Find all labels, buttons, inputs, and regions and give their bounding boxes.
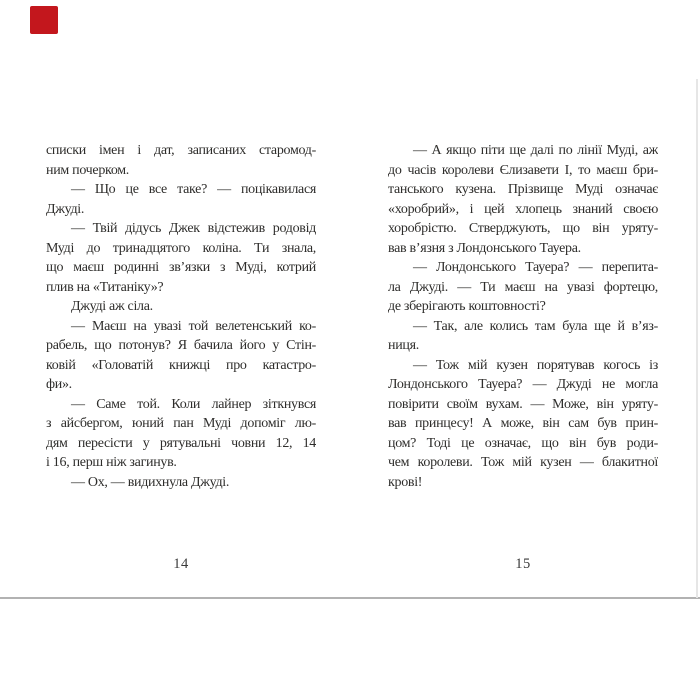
text-line: — Саме той. Коли лайнер зіткнувся	[71, 396, 316, 412]
text-line: — Твій дідусь Джек відстежив родовід	[71, 221, 316, 236]
text-line: дям пересісти у рятувальні човни 12, 14	[46, 435, 316, 451]
text-line: — А якщо піти ще далі по лінії Муді, аж	[413, 143, 658, 158]
text-line: — Що це все таке? — поцікавилася	[71, 182, 316, 197]
page-right-edge	[696, 79, 698, 598]
text-line: фи».	[46, 377, 72, 392]
page-number-left: 14	[173, 556, 189, 572]
text-line: ним почерком.	[46, 162, 130, 178]
right-page-text	[388, 141, 658, 492]
red-marker[interactable]	[30, 6, 58, 34]
text-line: і 16, перш ніж загинув.	[46, 455, 177, 470]
text-line: Джуді аж сіла.	[71, 299, 153, 314]
text-line: — Так, але колись там була ще й в’яз-	[413, 318, 658, 334]
text-line: танського кузена. Прізвище Муді означає	[388, 182, 658, 197]
text-line: Лондонського Тауера? — Джуді не могла	[388, 377, 658, 392]
text-line: «хоробрий», і цей хлопець знаний своєю	[388, 201, 658, 217]
text-line: де зберігають коштовності?	[388, 299, 546, 314]
text-line: ла Джуді. — Ти маєш на увазі фортецю,	[388, 279, 658, 295]
text-line: — Маєш на увазі той велетенський ко-	[71, 318, 316, 334]
text-line: списки імен і дат, записаних старомод-	[46, 143, 316, 158]
text-line: ниця.	[388, 338, 419, 353]
text-line: — Лондонського Тауера? — перепита-	[413, 260, 658, 275]
text-line: вав принцесу! А може, він сам був прин-	[388, 416, 658, 431]
text-line: вав в’язня з Лондонського Тауера.	[388, 240, 581, 256]
text-line: ковій «Головатій книжці про катастро-	[46, 357, 316, 373]
text-line: Джуді.	[46, 201, 85, 217]
left-page-text	[46, 141, 316, 492]
page-bottom-divider	[0, 597, 700, 599]
text-line: — Тож мій кузен порятував когось із	[413, 357, 658, 373]
page-number-right: 15	[515, 556, 531, 572]
text-line: повірити своїм вухам. — Може, він уряту-	[388, 396, 658, 412]
text-line: рабель, що потонув? Я бачила його у Стін-	[46, 338, 316, 353]
text-line: чем королеви. Тож мій кузен — блакитної	[388, 455, 658, 470]
text-line: до часів королеви Єлизавети І, то маєш бри-	[388, 162, 658, 178]
text-line: цом? Тоді це означає, що він був роди-	[388, 435, 658, 451]
text-line: з айсбергом, юний пан Муді допоміг лю-	[46, 416, 316, 431]
text-line: — Ох, — видихнула Джуді.	[71, 474, 230, 490]
text-line: Муді до тринадцятого коліна. Ти знала,	[46, 240, 316, 256]
text-line: крові!	[388, 474, 423, 490]
text-line: що маєш родинні зв’язки з Муді, котрий	[46, 260, 316, 275]
text-line: хоробрістю. Стверджують, що він уряту-	[388, 221, 658, 236]
text-line: плив на «Титаніку»?	[46, 279, 164, 295]
